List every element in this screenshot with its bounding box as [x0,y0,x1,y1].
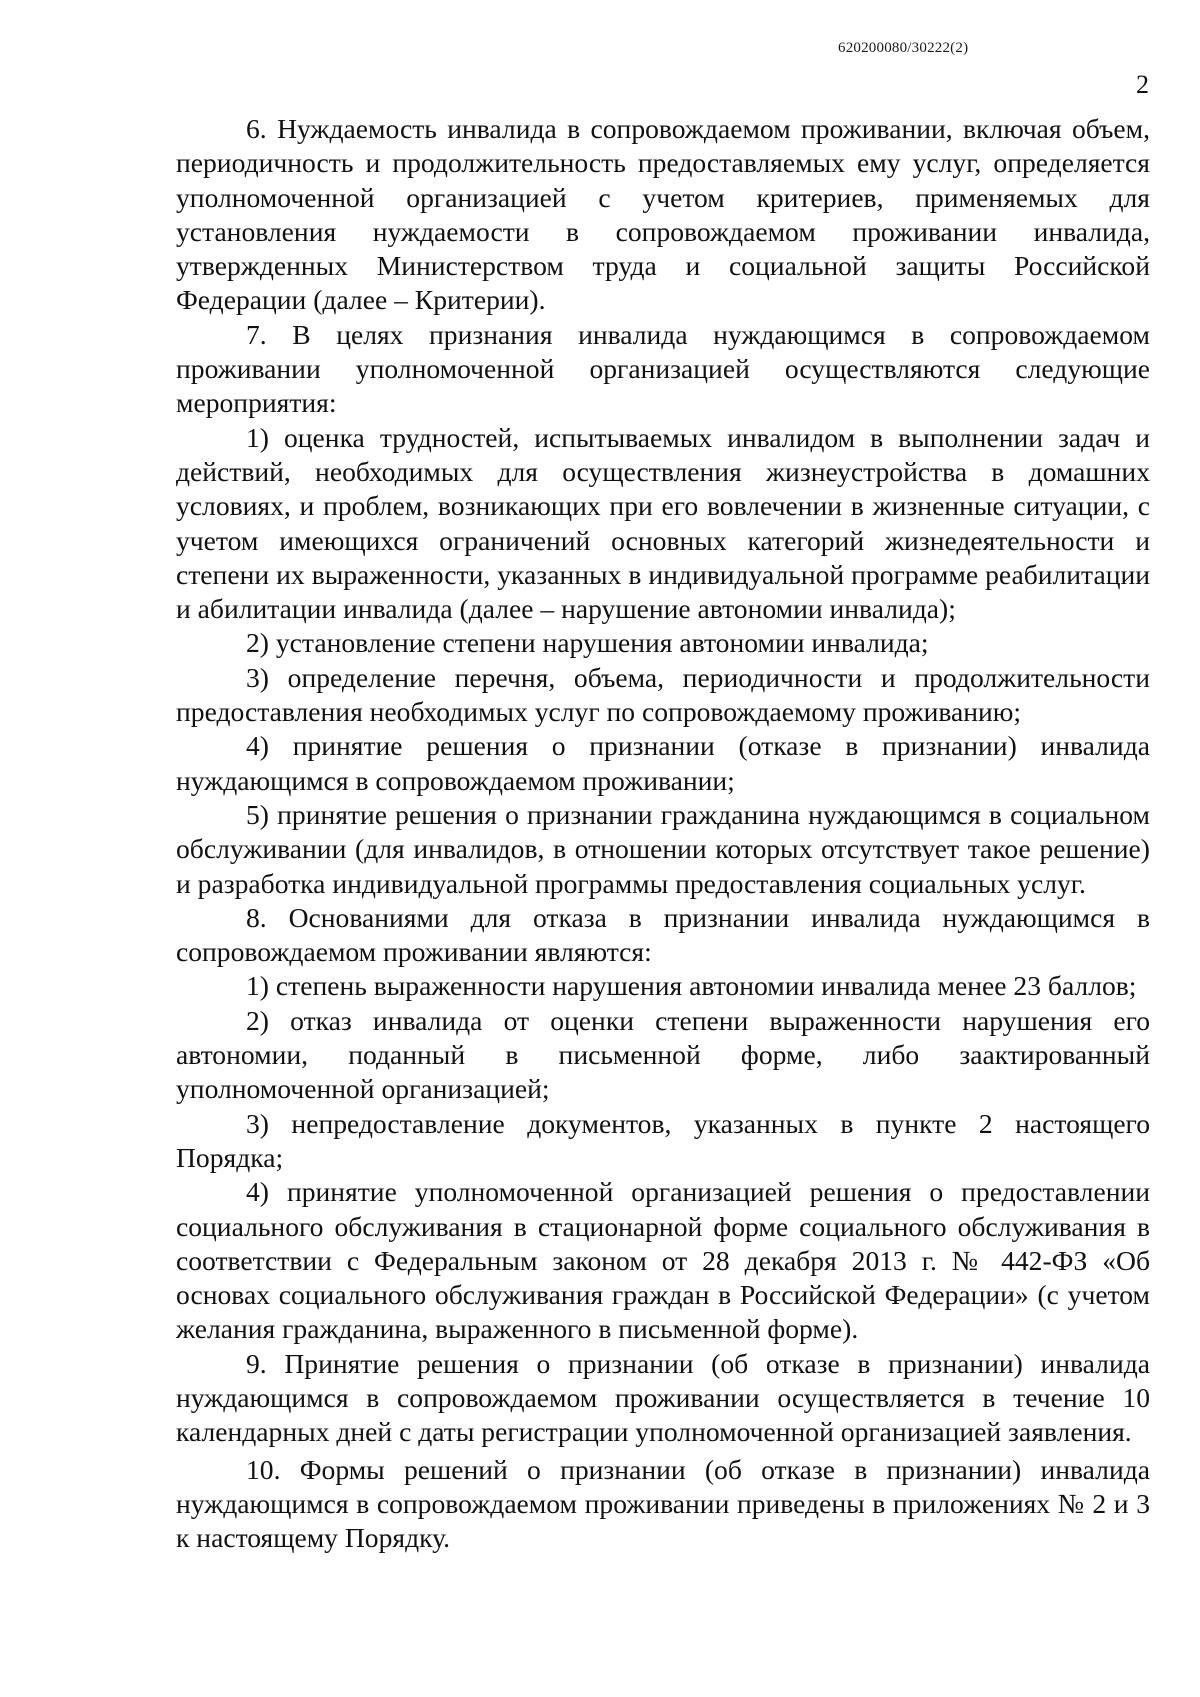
paragraph-8-item-4: 4) принятие уполномоченной организацией решения о предоставлении социального обслуживания в стационарной форме социального обслуживания в соответствии с Федеральным законом от 28 декабря 2013 г. № 442-ФЗ «Об основах социального обслуживания граждан в Российской Федерации» (с учетом желания гражданина, выраженного в письменной форме). [176,1176,1150,1345]
paragraph-8-item-3: 3) непредоставление документов, указанных в пункте 2 настоящего Порядка; [176,1107,1150,1173]
paragraph-10: 10. Формы решений о признании (об отказе в признании) инвалида нуждающимся в сопровождаемом проживании приведены в приложениях № 2 и 3 к настоящему Порядку. [176,1453,1150,1554]
paragraph-8-item-1: 1) степень выраженности нарушения автономии инвалида менее 23 баллов; [246,970,1137,1002]
document-registration-code: 620200080/30222(2) [838,40,969,56]
paragraph-7-item-3: 3) определение перечня, объема, периодичности и продолжительности предоставления необходимых услуг по сопровождаемому проживанию; [176,661,1150,728]
paragraph-7-item-4: 4) принятие решения о признании (отказе в признании) инвалида нуждающимся в сопровождаемом проживании; [176,730,1150,796]
paragraph-7-item-5: 5) принятие решения о признании гражданина нуждающимся в социальном обслуживании (для инвалидов, в отношении которых отсутствует такое решение) и разработка индивидуальной программы предоставления социальных услуг. [176,798,1150,899]
page-number: 2 [1136,70,1149,99]
paragraph-7: 7. В целях признания инвалида нуждающимся в сопровождаемом проживании уполномоченной организацией осуществляются следующие мероприятия: [176,318,1150,419]
paragraph-6: 6. Нуждаемость инвалида в сопровождаемом проживании, включая объем, периодичность и продолжительность предоставляемых ему услуг, определяется уполномоченной организацией с учетом критериев, применяемых для установления нуждаемости в сопровождаемом проживании инвалида, утвержденных Министерством труда и социальной защиты Российской Федерации (далее – Критерии). [176,113,1150,316]
paragraph-7-item-1: 1) оценка трудностей, испытываемых инвалидом в выполнении задач и действий, необходимых для осуществления жизнеустройства в домашних условиях, и проблем, возникающих при его вовлечении в жизненные ситуации, с учетом имеющихся ограничений основных категорий жизнедеятельности и степени их выраженности, указанных в индивидуальной программе реабилитации и абилитации инвалида (далее – нарушение автономии инвалида); [176,421,1150,625]
paragraph-8-item-2: 2) отказ инвалида от оценки степени выраженности нарушения его автономии, поданный в письменной форме, либо заактированный уполномоченной организацией; [176,1004,1150,1105]
paragraph-8: 8. Основаниями для отказа в признании инвалида нуждающимся в сопровождаемом проживании являются: [176,901,1150,968]
document-body [176,112,1150,1555]
paragraph-9: 9. Принятие решения о признании (об отказе в признании) инвалида нуждающимся в сопровождаемом проживании осуществляется в течение 10 календарных дней с даты регистрации уполномоченной организацией заявления. [176,1347,1150,1448]
paragraph-7-item-2: 2) установление степени нарушения автономии инвалида; [246,627,929,659]
